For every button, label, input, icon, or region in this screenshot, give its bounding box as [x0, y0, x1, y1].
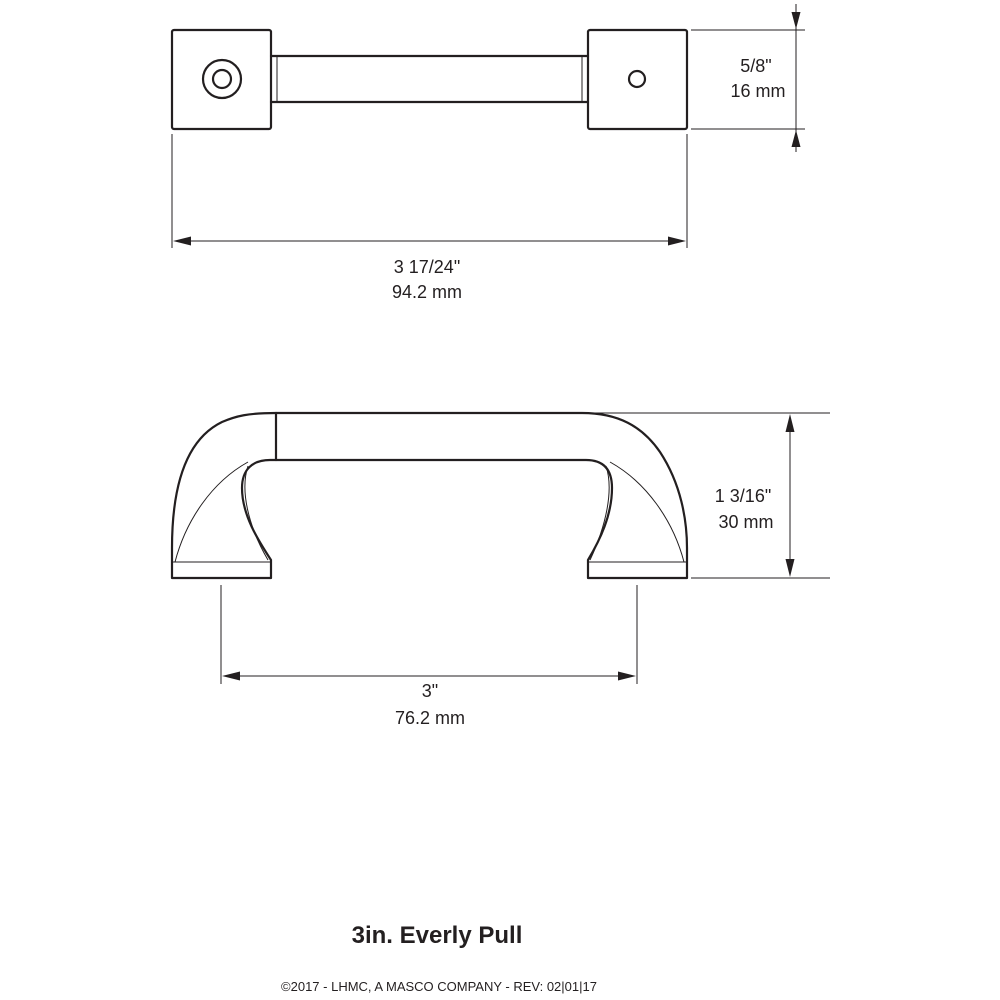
- width-arrow-right: [668, 237, 686, 246]
- side-view: [172, 413, 830, 728]
- height-arrow-bottom: [786, 559, 795, 577]
- left-leg-inner-facet: [175, 462, 248, 562]
- center-imperial-label: 3": [421, 681, 439, 701]
- right-leg-front-edge: [590, 466, 609, 560]
- pull-outline-outer: [172, 413, 687, 578]
- depth-arrow-bottom: [792, 130, 801, 147]
- width-arrow-left: [173, 237, 191, 246]
- screw-hole-left-inner: [213, 70, 231, 88]
- depth-metric-label: 16 mm: [730, 81, 786, 101]
- width-imperial-label: 3 17/24": [393, 257, 461, 277]
- screw-hole-left-outer: [203, 60, 241, 98]
- center-metric-label: 76.2 mm: [394, 708, 466, 728]
- product-title: 3in. Everly Pull: [351, 922, 523, 949]
- depth-arrow-top: [792, 12, 801, 29]
- height-metric-label: 30 mm: [718, 512, 774, 532]
- depth-imperial-label: 5/8": [740, 56, 772, 76]
- right-post-top: [588, 30, 687, 129]
- left-leg-front-edge: [245, 466, 268, 560]
- width-metric-label: 94.2 mm: [391, 282, 463, 302]
- bar-top: [271, 56, 588, 102]
- copyright-footer: ©2017 - LHMC, A MASCO COMPANY - REV: 02|01|17: [281, 979, 597, 994]
- center-arrow-right: [618, 672, 636, 681]
- screw-hole-right: [629, 71, 645, 87]
- left-post-top: [172, 30, 271, 129]
- height-arrow-top: [786, 414, 795, 432]
- center-arrow-left: [222, 672, 240, 681]
- height-imperial-label: 1 3/16": [714, 486, 772, 506]
- top-view: [172, 4, 805, 302]
